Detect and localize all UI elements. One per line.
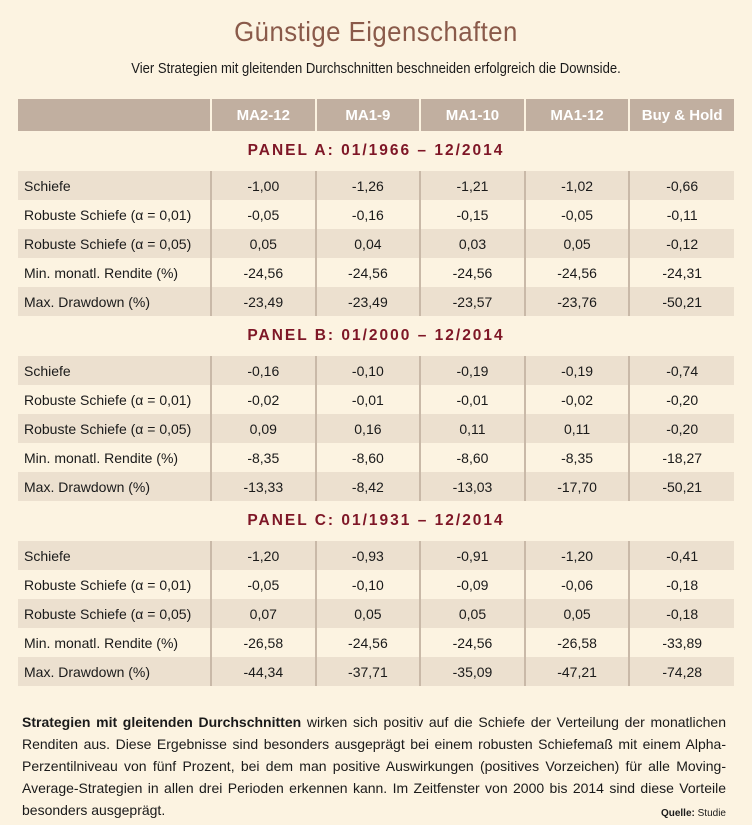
- column-header-label: [18, 99, 211, 131]
- panel-header-row: [18, 501, 734, 541]
- table-cell: -0,02: [525, 385, 630, 414]
- table-row: [18, 200, 734, 229]
- table-cell: -17,70: [525, 472, 630, 501]
- footer-note: [22, 711, 726, 825]
- table-cell: -8,60: [420, 443, 525, 472]
- table-cell: -24,56: [316, 628, 421, 657]
- table-cell: -1,00: [211, 171, 316, 200]
- table-cell: -0,01: [420, 385, 525, 414]
- table-row: [18, 599, 734, 628]
- row-label: Robuste Schiefe (α = 0,05): [18, 414, 211, 443]
- table-cell: 0,07: [211, 599, 316, 628]
- row-label: Schiefe: [18, 171, 211, 200]
- table-cell: 0,09: [211, 414, 316, 443]
- table-cell: 0,05: [525, 599, 630, 628]
- panel-header-row: [18, 131, 734, 171]
- table-row: [18, 443, 734, 472]
- table-row: [18, 229, 734, 258]
- table-cell: -24,56: [316, 258, 421, 287]
- column-header-ma1-9: MA1-9: [316, 99, 421, 131]
- table-cell: 0,16: [316, 414, 421, 443]
- panel-header-row: [18, 316, 734, 356]
- table-cell: -0,01: [316, 385, 421, 414]
- table-cell: -13,03: [420, 472, 525, 501]
- table-cell: -23,49: [316, 287, 421, 316]
- table-row: [18, 356, 734, 385]
- row-label: Min. monatl. Rendite (%): [18, 258, 211, 287]
- row-label: Min. monatl. Rendite (%): [18, 443, 211, 472]
- table-cell: -24,56: [211, 258, 316, 287]
- table-row: [18, 570, 734, 599]
- footer-text: wirken sich positiv auf die Schiefe der Verteilung der monatlichen Renditen aus. Diese Ergebnisse sind besonders ausgeprägt bei einem robusten Schiefemaß mit einem Alpha-Perzentilniveau von fünf Prozent, bei dem man positive Auswirkungen (positives Vorzeichen) für alle Moving-Average-Strategien in allen drei Perioden erkennen kann. Im Zeitfenster von 2000 bis 2014 sind diese Vorteile besonders ausgeprägt.: [22, 714, 726, 818]
- table-cell: 0,05: [525, 229, 630, 258]
- table-cell: -1,21: [420, 171, 525, 200]
- table-cell: -0,10: [316, 356, 421, 385]
- page-subtitle: Vier Strategien mit gleitenden Durchschnitten beschneiden erfolgreich die Downside.: [131, 61, 621, 77]
- table-cell: 0,05: [316, 599, 421, 628]
- table-cell: -35,09: [420, 657, 525, 686]
- table-cell: -0,11: [629, 200, 734, 229]
- table-cell: -23,57: [420, 287, 525, 316]
- table-row: [18, 287, 734, 316]
- table-cell: -44,34: [211, 657, 316, 686]
- table-cell: -26,58: [525, 628, 630, 657]
- table-cell: -50,21: [629, 472, 734, 501]
- row-label: Schiefe: [18, 356, 211, 385]
- table-row: [18, 628, 734, 657]
- table-cell: -1,26: [316, 171, 421, 200]
- table-cell: -0,20: [629, 414, 734, 443]
- column-header-buy-hold: Buy & Hold: [629, 99, 734, 131]
- table-cell: -0,15: [420, 200, 525, 229]
- row-label: Robuste Schiefe (α = 0,01): [18, 200, 211, 229]
- table-cell: -0,16: [316, 200, 421, 229]
- table-cell: -23,76: [525, 287, 630, 316]
- row-label: Robuste Schiefe (α = 0,05): [18, 229, 211, 258]
- row-label: Schiefe: [18, 541, 211, 570]
- table-cell: -0,91: [420, 541, 525, 570]
- page-title: Günstige Eigenschaften: [234, 16, 518, 47]
- panel-title: PANEL C: 01/1931 – 12/2014: [18, 501, 734, 541]
- table-cell: -74,28: [629, 657, 734, 686]
- table-cell: 0,11: [525, 414, 630, 443]
- table-cell: -0,66: [629, 171, 734, 200]
- source-value: Studie: [697, 808, 726, 819]
- table-cell: -24,31: [629, 258, 734, 287]
- table-cell: -0,18: [629, 599, 734, 628]
- table-cell: -0,16: [211, 356, 316, 385]
- row-label: Robuste Schiefe (α = 0,01): [18, 385, 211, 414]
- column-header-ma1-12: MA1-12: [525, 99, 630, 131]
- table-cell: -0,41: [629, 541, 734, 570]
- table-cell: -8,60: [316, 443, 421, 472]
- table-cell: 0,05: [211, 229, 316, 258]
- statistics-table: [18, 99, 734, 686]
- row-label: Robuste Schiefe (α = 0,05): [18, 599, 211, 628]
- table-cell: -50,21: [629, 287, 734, 316]
- table-cell: -47,21: [525, 657, 630, 686]
- row-label: Min. monatl. Rendite (%): [18, 628, 211, 657]
- table-cell: -0,05: [211, 200, 316, 229]
- table-body: [18, 131, 734, 686]
- table-cell: -8,42: [316, 472, 421, 501]
- table-cell: -1,20: [525, 541, 630, 570]
- panel-title: PANEL B: 01/2000 – 12/2014: [18, 316, 734, 356]
- table-cell: -0,18: [629, 570, 734, 599]
- table-cell: -24,56: [525, 258, 630, 287]
- table-cell: -33,89: [629, 628, 734, 657]
- table-cell: -24,56: [420, 258, 525, 287]
- table-cell: -24,56: [420, 628, 525, 657]
- table-cell: -0,09: [420, 570, 525, 599]
- source-credit: [661, 803, 726, 825]
- table-cell: -37,71: [316, 657, 421, 686]
- table-cell: -8,35: [525, 443, 630, 472]
- table-cell: -0,02: [211, 385, 316, 414]
- statistics-table-container: [18, 99, 734, 686]
- table-cell: -13,33: [211, 472, 316, 501]
- table-cell: -26,58: [211, 628, 316, 657]
- table-cell: -0,05: [525, 200, 630, 229]
- panel-title: PANEL A: 01/1966 – 12/2014: [18, 131, 734, 171]
- table-cell: -0,10: [316, 570, 421, 599]
- table-cell: -0,93: [316, 541, 421, 570]
- table-cell: -0,06: [525, 570, 630, 599]
- table-cell: -23,49: [211, 287, 316, 316]
- table-cell: -0,12: [629, 229, 734, 258]
- table-cell: 0,03: [420, 229, 525, 258]
- table-cell: -18,27: [629, 443, 734, 472]
- table-cell: -0,20: [629, 385, 734, 414]
- table-cell: -0,19: [525, 356, 630, 385]
- table-header-row: [18, 99, 734, 131]
- column-header-ma2-12: MA2-12: [211, 99, 316, 131]
- row-label: Max. Drawdown (%): [18, 472, 211, 501]
- table-row: [18, 171, 734, 200]
- source-label: Quelle:: [660, 808, 695, 819]
- table-cell: 0,04: [316, 229, 421, 258]
- table-row: [18, 541, 734, 570]
- table-row: [18, 472, 734, 501]
- table-row: [18, 258, 734, 287]
- table-cell: -0,05: [211, 570, 316, 599]
- table-cell: 0,11: [420, 414, 525, 443]
- table-cell: -1,02: [525, 171, 630, 200]
- table-row: [18, 657, 734, 686]
- table-cell: -8,35: [211, 443, 316, 472]
- column-header-ma1-10: MA1-10: [420, 99, 525, 131]
- table-row: [18, 385, 734, 414]
- row-label: Max. Drawdown (%): [18, 287, 211, 316]
- table-cell: -0,19: [420, 356, 525, 385]
- table-cell: -1,20: [211, 541, 316, 570]
- footer-lead: Strategien mit gleitenden Durchschnitten: [22, 714, 302, 730]
- table-row: [18, 414, 734, 443]
- row-label: Max. Drawdown (%): [18, 657, 211, 686]
- row-label: Robuste Schiefe (α = 0,01): [18, 570, 211, 599]
- table-cell: -0,74: [629, 356, 734, 385]
- table-cell: 0,05: [420, 599, 525, 628]
